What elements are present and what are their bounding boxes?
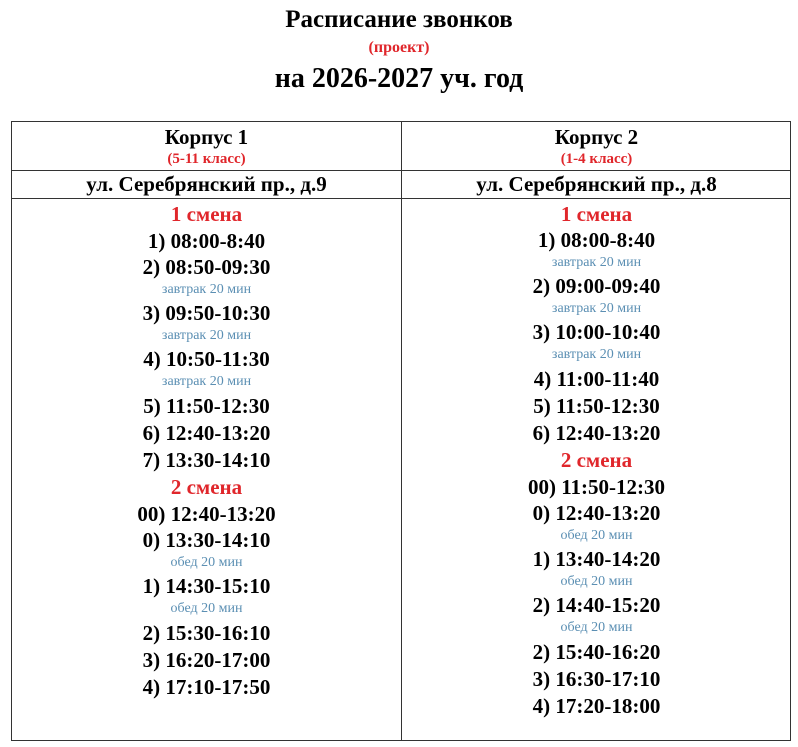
lesson-time: 2) 15:30-16:10: [142, 621, 271, 645]
lesson-time: 2) 14:40-15:20: [532, 593, 661, 617]
building-name: Корпус 2: [554, 125, 639, 149]
break-note: обед 20 мин: [560, 620, 633, 635]
building-name: Корпус 1: [164, 125, 249, 149]
lesson-time: 1) 08:00-8:40: [147, 229, 266, 253]
break-note: завтрак 20 мин: [161, 282, 252, 297]
break-note: завтрак 20 мин: [551, 347, 642, 362]
lesson-time: 00) 11:50-12:30: [527, 475, 666, 499]
building-grades: (5-11 класс): [167, 151, 246, 167]
schedule-table: [11, 121, 791, 741]
lesson-time: 1) 14:30-15:10: [142, 574, 271, 598]
lesson-time: 5) 11:50-12:30: [143, 394, 270, 418]
lesson-time: 2) 15:40-16:20: [532, 640, 661, 664]
lesson-time: 00) 12:40-13:20: [137, 502, 276, 526]
school-year: на 2026-2027 уч. год: [274, 63, 524, 94]
break-note: обед 20 мин: [560, 574, 633, 589]
building-grades: (1-4 класс): [560, 151, 633, 167]
building-address: ул. Серебрянский пр., д.8: [476, 172, 717, 196]
lesson-time: 3) 16:20-17:00: [142, 648, 271, 672]
page-title: Расписание звонков: [285, 6, 513, 33]
break-note: завтрак 20 мин: [551, 301, 642, 316]
shift-heading: 2 смена: [170, 475, 243, 499]
lesson-time: 6) 12:40-13:20: [532, 421, 661, 445]
break-note: завтрак 20 мин: [161, 374, 252, 389]
lesson-time: 4) 11:00-11:40: [533, 367, 660, 391]
lesson-time: 2) 08:50-09:30: [142, 255, 271, 279]
break-note: обед 20 мин: [560, 528, 633, 543]
draft-label: (проект): [368, 39, 430, 56]
shift-heading: 1 смена: [560, 202, 633, 226]
lesson-time: 5) 11:50-12:30: [533, 394, 660, 418]
lesson-time: 4) 17:20-18:00: [532, 694, 661, 718]
lesson-time: 3) 16:30-17:10: [532, 667, 661, 691]
shift-heading: 2 смена: [560, 448, 633, 472]
lesson-time: 2) 09:00-09:40: [532, 274, 661, 298]
schedule-list: [12, 201, 401, 701]
lesson-time: 1) 08:00-8:40: [537, 228, 656, 252]
break-note: обед 20 мин: [170, 555, 243, 570]
lesson-time: 0) 13:30-14:10: [142, 528, 271, 552]
lesson-time: 3) 10:00-10:40: [532, 320, 661, 344]
lesson-time: 4) 10:50-11:30: [143, 347, 270, 371]
lesson-time: 6) 12:40-13:20: [142, 421, 271, 445]
building-1-column: [12, 122, 401, 740]
building-address: ул. Серебрянский пр., д.9: [86, 172, 327, 196]
building-2-column: [402, 122, 791, 740]
break-note: обед 20 мин: [170, 601, 243, 616]
lesson-time: 3) 09:50-10:30: [142, 301, 271, 325]
lesson-time: 1) 13:40-14:20: [532, 547, 661, 571]
break-note: завтрак 20 мин: [551, 255, 642, 270]
break-note: завтрак 20 мин: [161, 328, 252, 343]
lesson-time: 4) 17:10-17:50: [142, 675, 271, 699]
lesson-time: 0) 12:40-13:20: [532, 501, 661, 525]
schedule-list: [402, 201, 791, 720]
lesson-time: 7) 13:30-14:10: [142, 448, 271, 472]
shift-heading: 1 смена: [170, 202, 243, 226]
